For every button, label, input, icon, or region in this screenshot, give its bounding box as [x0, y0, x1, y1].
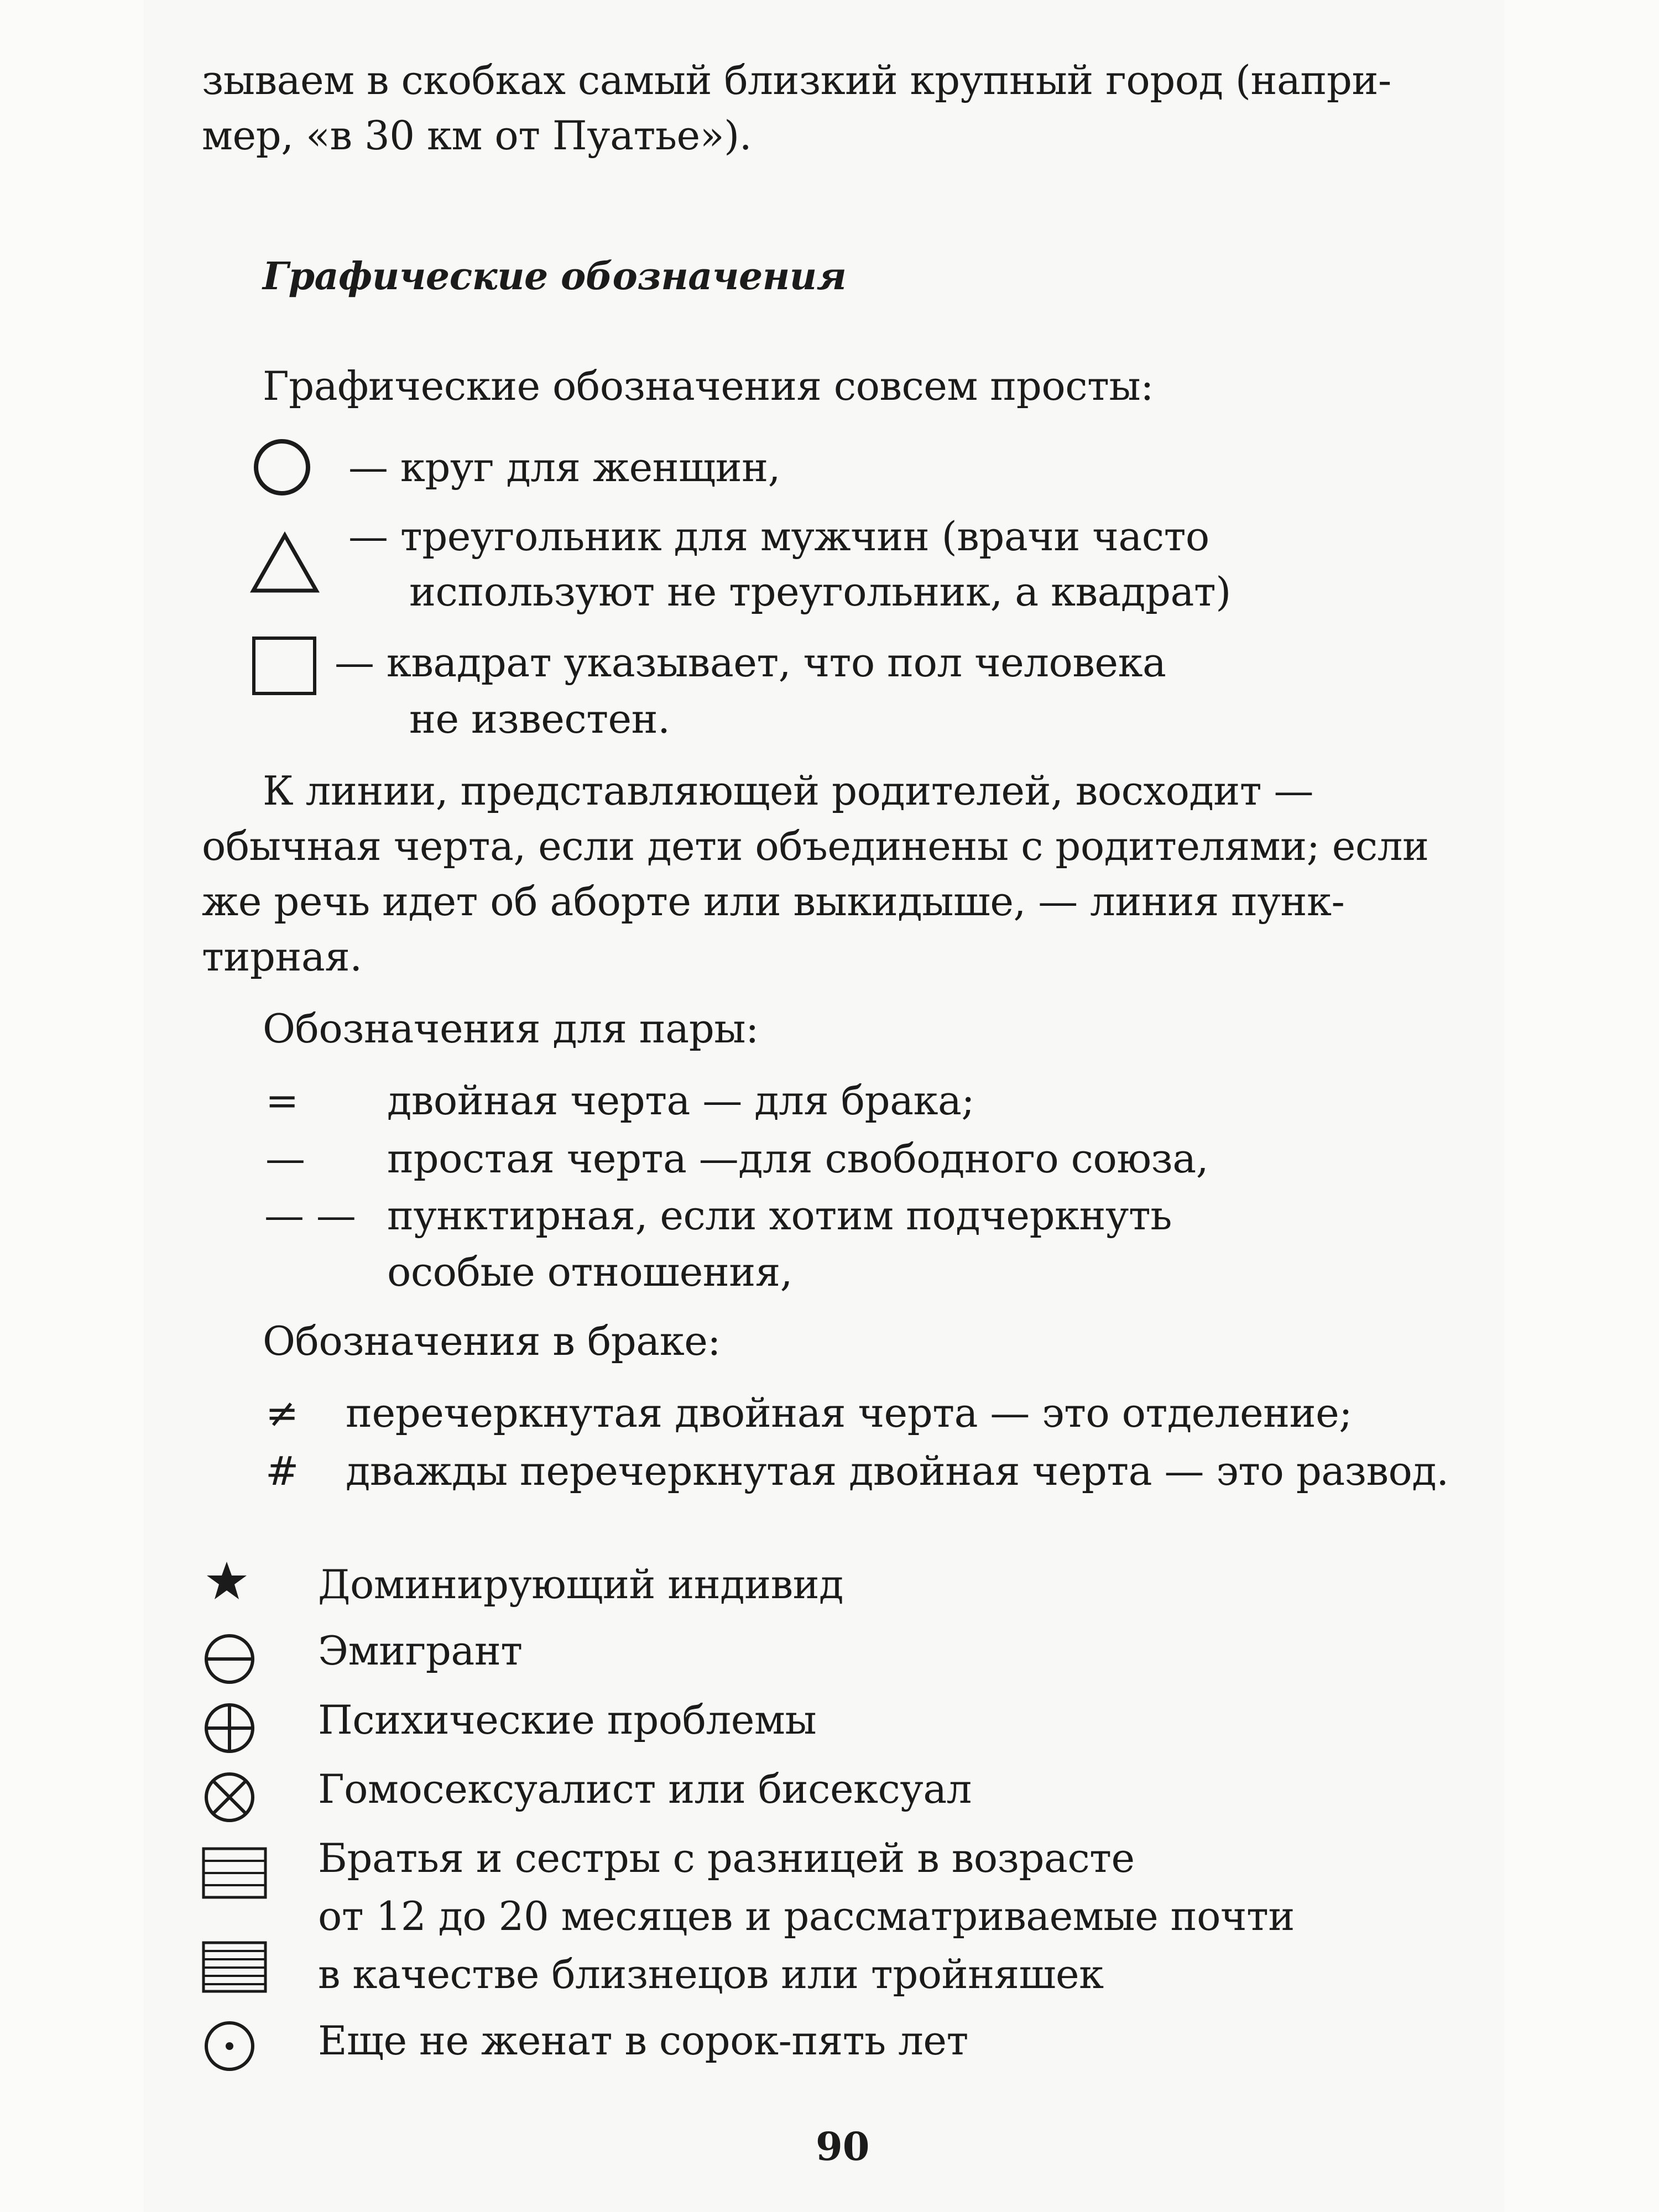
- circle-cross-icon: [202, 1700, 257, 1756]
- marriage-text-divorce: дважды перечеркнутая двойная черта — это развод.: [346, 1448, 1449, 1494]
- simple-line: Графические обозначения совсем просты:: [263, 363, 1154, 409]
- page-number: 90: [816, 2124, 870, 2169]
- striped-rectangle-dense-icon: [202, 1941, 268, 1996]
- para-line-1: К линии, представляющей родителей, восходит —: [263, 768, 1313, 814]
- circle-horizontal-line-icon: [202, 1631, 257, 1687]
- legend-psychic: Психические проблемы: [318, 1697, 817, 1743]
- section-heading: Графические обозначения: [263, 254, 847, 299]
- pair-text-free-union: простая черта —для свободного союза,: [387, 1135, 1209, 1182]
- triangle-desc-1: — треугольник для мужчин (врачи часто: [348, 513, 1209, 560]
- circle-icon: [252, 437, 312, 498]
- legend-unmarried: Еще не женат в сорок-пять лет: [318, 2017, 968, 2064]
- marriage-symbol-divorce: #: [265, 1448, 299, 1494]
- pair-title: Обозначения для пары:: [263, 1005, 759, 1052]
- triangle-desc-2: используют не треугольник, а квадрат): [409, 568, 1231, 615]
- circle-dot-icon: [202, 2018, 257, 2074]
- para-line-3: же речь идет об аборте или выкидыше, — линия пунк-: [202, 878, 1345, 925]
- square-desc-2: не известен.: [409, 696, 670, 742]
- pair-symbol-marriage: =: [265, 1077, 299, 1124]
- legend-emigrant: Эмигрант: [318, 1627, 523, 1674]
- legend-siblings-3: в качестве близнецов или тройняшек: [318, 1951, 1104, 1997]
- square-icon: [252, 636, 318, 697]
- intro-line-1: зываем в скобках самый близкий крупный город (напри-: [202, 57, 1391, 103]
- pair-text-marriage: двойная черта — для брака;: [387, 1077, 975, 1124]
- marriage-symbol-separation: ≠: [265, 1390, 299, 1436]
- legend-siblings-2: от 12 до 20 месяцев и рассматриваемые почти: [318, 1893, 1295, 1939]
- marriage-title: Обозначения в браке:: [263, 1318, 721, 1364]
- star-icon: [205, 1559, 249, 1604]
- circle-desc: — круг для женщин,: [348, 444, 780, 491]
- marriage-text-separation: перечеркнутая двойная черта — это отделение;: [346, 1390, 1352, 1436]
- legend-siblings-1: Братья и сестры с разницей в возрасте: [318, 1835, 1135, 1881]
- para-line-2: обычная черта, если дети объединены с родителями; если: [202, 823, 1429, 869]
- legend-homosexual: Гомосексуалист или бисексуал: [318, 1766, 972, 1812]
- pair-symbol-dotted: — —: [264, 1192, 356, 1239]
- circle-x-icon: [202, 1770, 257, 1825]
- para-line-4: тирная.: [202, 933, 362, 980]
- legend-dominant: Доминирующий индивид: [318, 1561, 843, 1608]
- pair-continuation: особые отношения,: [387, 1249, 793, 1295]
- triangle-icon: [249, 531, 321, 594]
- striped-rectangle-icon: [202, 1847, 268, 1902]
- square-desc-1: — квадрат указывает, что пол человека: [335, 639, 1166, 686]
- pair-text-dotted: пунктирная, если хотим подчеркнуть: [387, 1192, 1172, 1239]
- intro-line-2: мер, «в 30 км от Пуатье»).: [202, 112, 752, 159]
- pair-symbol-free-union: —: [265, 1135, 305, 1182]
